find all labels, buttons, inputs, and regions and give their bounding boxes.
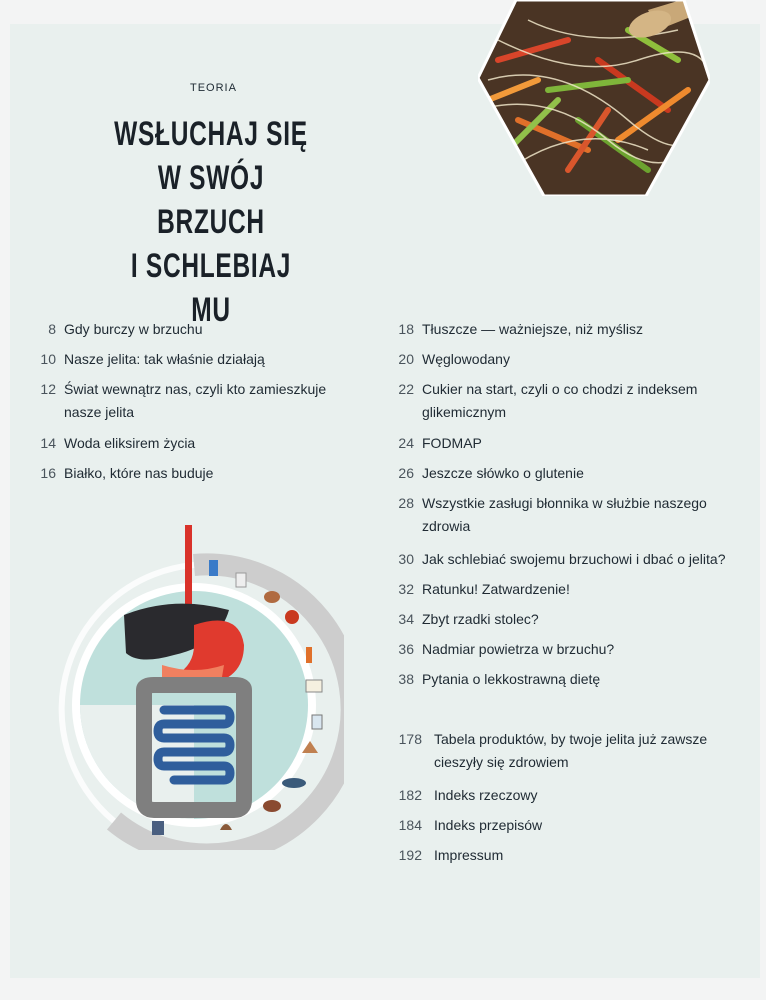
page-number: 16 <box>40 465 56 481</box>
entry-title: Tłuszcze — ważniejsze, niż myślisz <box>422 321 643 337</box>
water-glass-icon <box>209 560 218 576</box>
entry-title: Jak schlebiać swojemu brzuchowi i dbać o jelita? <box>422 551 726 567</box>
page-number: 18 <box>398 321 414 337</box>
section-label: TEORIA <box>190 82 237 94</box>
page-number: 178 <box>398 731 422 747</box>
digestive-system-illustration <box>44 525 344 850</box>
entry-title: Indeks przepisów <box>434 817 543 833</box>
page-number: 8 <box>48 321 56 337</box>
entry-title: Woda eliksirem życia <box>64 435 196 451</box>
entry-title: Węglowodany <box>422 351 510 367</box>
title-line-3: I SCHLEBIAJ <box>130 247 292 285</box>
meat-icon <box>263 800 281 812</box>
entry-title: Pytania o lekkostrawną dietę <box>422 671 601 687</box>
entry-title: FODMAP <box>422 435 482 451</box>
entry-title: Wszystkie zasługi błonnika w służbie naszego zdrowia <box>422 495 707 534</box>
entry-title: Zbyt rzadki stolec? <box>422 611 539 627</box>
entry-title: Cukier na start, czyli o co chodzi z indeksem glikemicznym <box>422 381 698 420</box>
carrot-icon <box>306 647 312 663</box>
page-number: 32 <box>398 581 414 597</box>
page-number: 36 <box>398 641 414 657</box>
entry-title: Impressum <box>434 847 504 863</box>
mushroom-icon <box>220 824 232 830</box>
entry-title: Nadmiar powietrza w brzuchu? <box>422 641 615 657</box>
tomato-icon <box>285 610 299 624</box>
nut-icon <box>264 591 280 603</box>
page-number: 182 <box>398 787 422 803</box>
fish-icon <box>282 778 306 788</box>
stir-fry-photo <box>478 0 710 196</box>
page-title <box>109 112 312 332</box>
page-number: 26 <box>398 465 414 481</box>
entry-title: Indeks rzeczowy <box>434 787 538 803</box>
milk-glass-icon <box>236 573 246 587</box>
entry-title: Jeszcze słówko o glutenie <box>422 465 584 481</box>
title-line-4: MU <box>191 291 231 329</box>
bread-icon <box>306 680 322 692</box>
page-number: 34 <box>398 611 414 627</box>
entry-title: Ratunku! Zatwardzenie! <box>422 581 570 597</box>
page-number: 24 <box>398 435 414 451</box>
jar-icon <box>152 821 164 835</box>
page-number: 184 <box>398 817 422 833</box>
page-number: 28 <box>398 495 414 511</box>
page-number: 20 <box>398 351 414 367</box>
page-number: 30 <box>398 551 414 567</box>
page-number: 38 <box>398 671 414 687</box>
title-line-2: W SWÓJ BRZUCH <box>157 159 265 241</box>
entry-title: Gdy burczy w brzuchu <box>64 321 203 337</box>
page-number: 14 <box>40 435 56 451</box>
entry-title: Tabela produktów, by twoje jelita już zawsze cieszyły się zdrowiem <box>434 731 708 770</box>
page-number: 12 <box>40 381 56 397</box>
entry-title: Świat wewnątrz nas, czyli kto zamieszkuje nasze jelita <box>64 381 327 420</box>
page-number: 22 <box>398 381 414 397</box>
page-number: 10 <box>40 351 56 367</box>
title-line-1: WSŁUCHAJ SIĘ <box>114 115 308 153</box>
page-number: 192 <box>398 847 422 863</box>
entry-title: Nasze jelita: tak właśnie działają <box>64 351 265 367</box>
entry-title: Białko, które nas buduje <box>64 465 214 481</box>
yogurt-icon <box>312 715 322 729</box>
